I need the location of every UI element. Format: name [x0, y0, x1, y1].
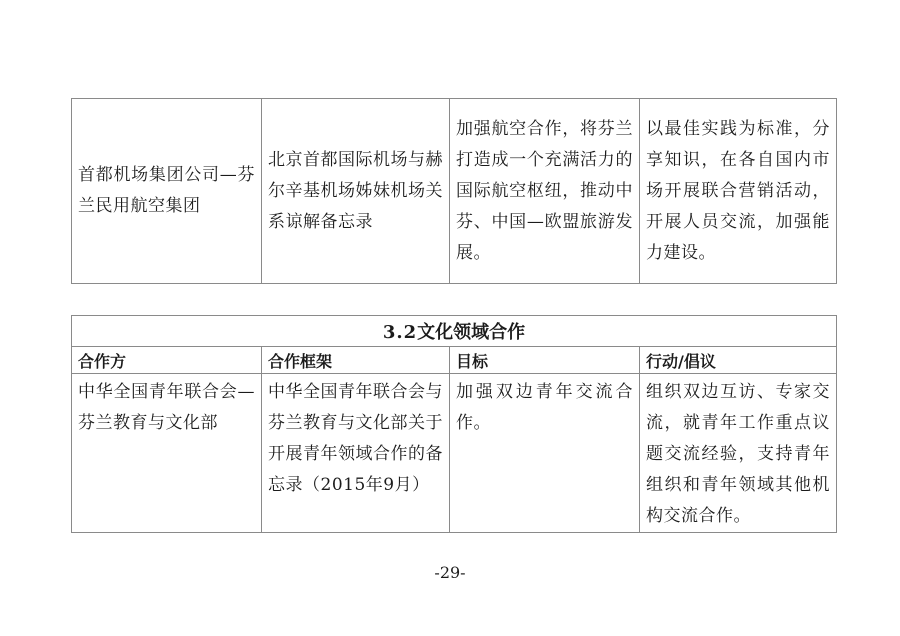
goal-cell: 加强双边青年交流合作。 — [450, 374, 640, 533]
page-number: -29- — [434, 563, 466, 582]
table-header-row — [72, 347, 837, 374]
partner-cell: 中华全国青年联合会—芬兰教育与文化部 — [72, 374, 262, 533]
header-goal: 目标 — [450, 347, 640, 374]
section-title-cell — [72, 316, 837, 347]
table-row — [72, 99, 837, 284]
header-partner: 合作方 — [72, 347, 262, 374]
section-title-row — [72, 316, 837, 347]
framework-cell: 北京首都国际机场与赫尔辛基机场姊妹机场关系谅解备忘录 — [262, 99, 450, 284]
action-cell: 组织双边互访、专家交流，就青年工作重点议题交流经验，支持青年组织和青年领域其他机构交流合作。 — [640, 374, 837, 533]
aviation-cooperation-table — [71, 98, 837, 284]
header-framework: 合作框架 — [262, 347, 450, 374]
action-cell: 以最佳实践为标准，分享知识，在各自国内市场开展联合营销活动，开展人员交流，加强能力建设。 — [640, 99, 837, 284]
section-number: 3.2 — [382, 322, 418, 343]
section-title: 文化领域合作 — [417, 322, 526, 343]
framework-cell: 中华全国青年联合会与芬兰教育与文化部关于开展青年领域合作的备忘录（2015年9月） — [262, 374, 450, 533]
culture-cooperation-table — [71, 315, 837, 533]
goal-cell: 加强航空合作，将芬兰打造成一个充满活力的国际航空枢纽，推动中芬、中国—欧盟旅游发展。 — [450, 99, 640, 284]
table-row — [72, 374, 837, 533]
header-action: 行动/倡议 — [640, 347, 837, 374]
partner-cell: 首都机场集团公司—芬兰民用航空集团 — [72, 99, 262, 284]
